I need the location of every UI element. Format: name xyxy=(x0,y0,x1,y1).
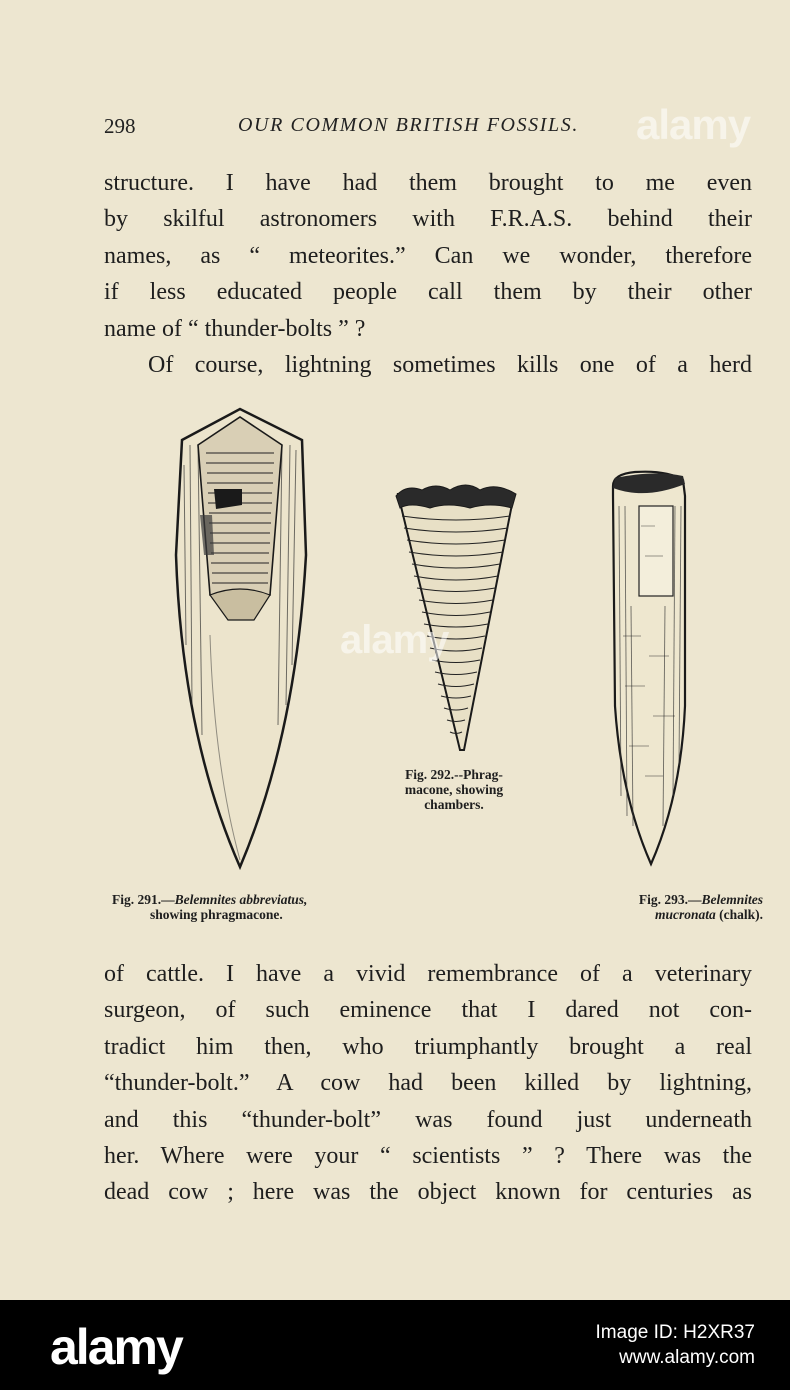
figure-292-line: chambers. xyxy=(424,797,484,812)
figure-292-line: Fig. 292.--Phrag- xyxy=(405,767,503,782)
text-line: by skilful astronomers with F.R.A.S. behind their xyxy=(104,206,752,233)
site-url-text: www.alamy.com xyxy=(619,1347,755,1368)
image-id-text: Image ID: H2XR37 xyxy=(595,1322,755,1343)
figure-291-label: Fig. 291.— xyxy=(112,892,175,907)
text-line: dead cow ; here was the object known for centuries as xyxy=(104,1179,752,1206)
text-line: and this “thunder-bolt” was found just underneath xyxy=(104,1106,752,1133)
figure-291-note: showing phragmacone. xyxy=(150,907,283,922)
figure-291-species: Belemnites abbreviatus, xyxy=(174,892,308,907)
page-number: 298 xyxy=(104,114,136,138)
image-id-block xyxy=(596,1320,755,1370)
alamy-logo: alamy xyxy=(50,1319,182,1375)
figure-293-note: (chalk). xyxy=(719,907,763,922)
text-line: her. Where were your “ scientists ” ? There was the xyxy=(104,1142,752,1169)
body-text-bottom xyxy=(104,956,752,1211)
text-line: if less educated people call them by their other xyxy=(104,279,752,306)
figure-293-species: mucronata xyxy=(654,907,716,922)
body-text-top xyxy=(104,165,752,383)
watermark-top: alamy xyxy=(636,101,751,148)
text-line: Of course, lightning sometimes kills one of a herd xyxy=(148,351,752,378)
stock-footer-bar xyxy=(0,1300,790,1390)
figure-292-caption xyxy=(385,767,523,812)
text-line: tradict him then, who triumphantly brought a real xyxy=(104,1033,752,1060)
figure-293-caption xyxy=(583,892,763,922)
figure-292-line: macone, showing xyxy=(404,782,504,797)
figure-293-genus: Belemnites xyxy=(701,892,763,907)
belemnite-mucronata-illustration xyxy=(605,466,691,868)
figure-293-label: Fig. 293.— xyxy=(638,892,702,907)
text-line: surgeon, of such eminence that I dared not con- xyxy=(104,997,752,1024)
watermark-middle: alamy xyxy=(340,618,449,662)
text-line: “thunder-bolt.” A cow had been killed by lightning, xyxy=(104,1070,752,1097)
text-line: name of “ thunder-bolts ” ? xyxy=(104,315,366,342)
text-line: structure. I have had them brought to me even xyxy=(104,170,752,196)
text-line: of cattle. I have a vivid remembrance of a veterinary xyxy=(104,961,752,987)
text-line: names, as “ meteorites.” Can we wonder, therefore xyxy=(104,242,752,269)
figure-291-caption xyxy=(112,892,392,922)
belemnite-abbreviatus-illustration xyxy=(170,405,315,875)
running-title: OUR COMMON BRITISH FOSSILS. xyxy=(238,114,579,136)
